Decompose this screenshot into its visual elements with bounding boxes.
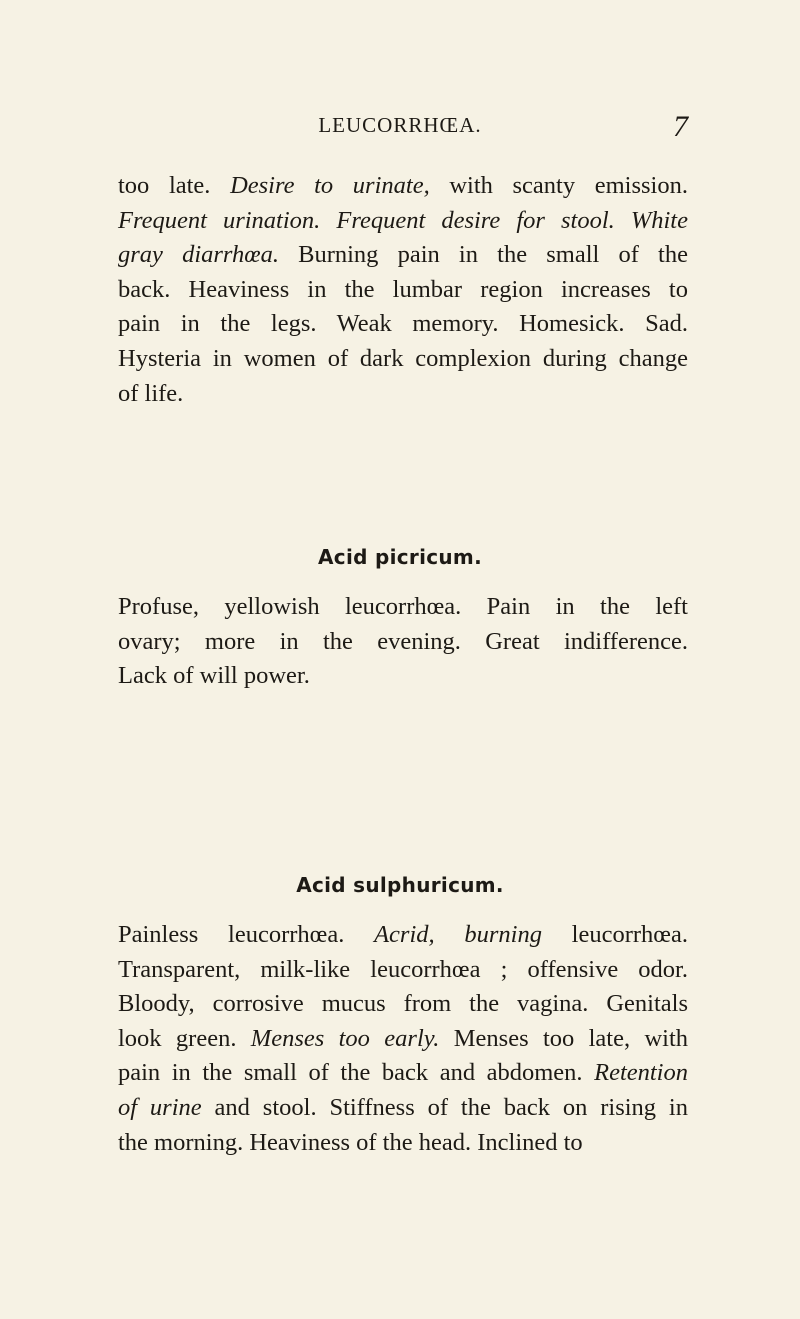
- text-run: pain in the small of the back and abdomen.: [118, 1059, 595, 1087]
- text-run: ovary; more in the evening. Great indifference.: [118, 627, 688, 655]
- text-line: [118, 987, 688, 1022]
- italic-text: Acrid, burning: [374, 921, 542, 948]
- running-head: LEUCORRHŒA.: [318, 113, 482, 137]
- text-run: pain in the legs. Weak memory. Homesick. Sad.: [118, 310, 688, 338]
- italic-text: Desire to urinate,: [230, 172, 430, 199]
- text-run: Burning pain in the small of the: [278, 241, 688, 269]
- text-line: [118, 1126, 688, 1161]
- text-line: [118, 1056, 688, 1091]
- text-run: Menses too late, with: [439, 1024, 689, 1052]
- text-run: leucorrhœa.: [541, 921, 688, 948]
- text-line: [118, 204, 688, 239]
- italic-text: Retention: [594, 1059, 688, 1087]
- text-line: [118, 659, 688, 694]
- paragraph-2: [118, 590, 688, 694]
- text-run: Transparent, milk-like leucorrhœa ; offensive odor.: [118, 955, 688, 983]
- text-line: [118, 590, 688, 625]
- italic-text: Frequent urination.: [118, 206, 321, 234]
- italic-text: of urine: [118, 1093, 202, 1121]
- text-line: [118, 169, 688, 204]
- text-line: [118, 918, 688, 953]
- text-run: [615, 207, 631, 234]
- text-run: the morning. Heaviness of the head. Inclined to: [118, 1128, 583, 1156]
- page-number: 7: [673, 110, 688, 143]
- text-line: [118, 377, 688, 412]
- text-run: Lack of will power.: [118, 662, 310, 690]
- text-run: and stool. Stiffness of the back on rising in: [201, 1093, 688, 1121]
- text-run: back. Heaviness in the lumbar region increases to: [118, 275, 688, 303]
- text-line: [118, 273, 688, 308]
- italic-text: Frequent desire for stool.: [336, 206, 615, 234]
- italic-text: gray diarrhœa.: [118, 241, 279, 269]
- text-run: Profuse, yellowish leucorrhœa. Pain in the left: [118, 593, 688, 620]
- text-run: too late.: [118, 172, 231, 199]
- text-run: with scanty emission.: [429, 172, 688, 199]
- text-line: [118, 953, 688, 988]
- text-line: [118, 307, 688, 342]
- paragraph-1: [118, 169, 688, 411]
- italic-text: Menses too early.: [250, 1024, 440, 1052]
- section-heading-acid-picricum: Acid picricum.: [318, 545, 482, 569]
- section-heading-acid-sulphuricum: Acid sulphuricum.: [296, 873, 504, 897]
- text-run: look green.: [118, 1024, 251, 1052]
- text-run: of life.: [118, 379, 184, 407]
- text-run: Hysteria in women of dark complexion during change: [118, 344, 688, 372]
- italic-text: White: [630, 206, 688, 234]
- paragraph-3: [118, 918, 688, 1160]
- text-line: [118, 625, 688, 660]
- text-run: Painless leucorrhœa.: [118, 921, 375, 948]
- text-line: [118, 342, 688, 377]
- text-line: [118, 238, 688, 273]
- text-run: [320, 207, 336, 234]
- text-line: [118, 1022, 688, 1057]
- text-line: [118, 1091, 688, 1126]
- text-run: Bloody, corrosive mucus from the vagina. Genitals: [118, 990, 688, 1018]
